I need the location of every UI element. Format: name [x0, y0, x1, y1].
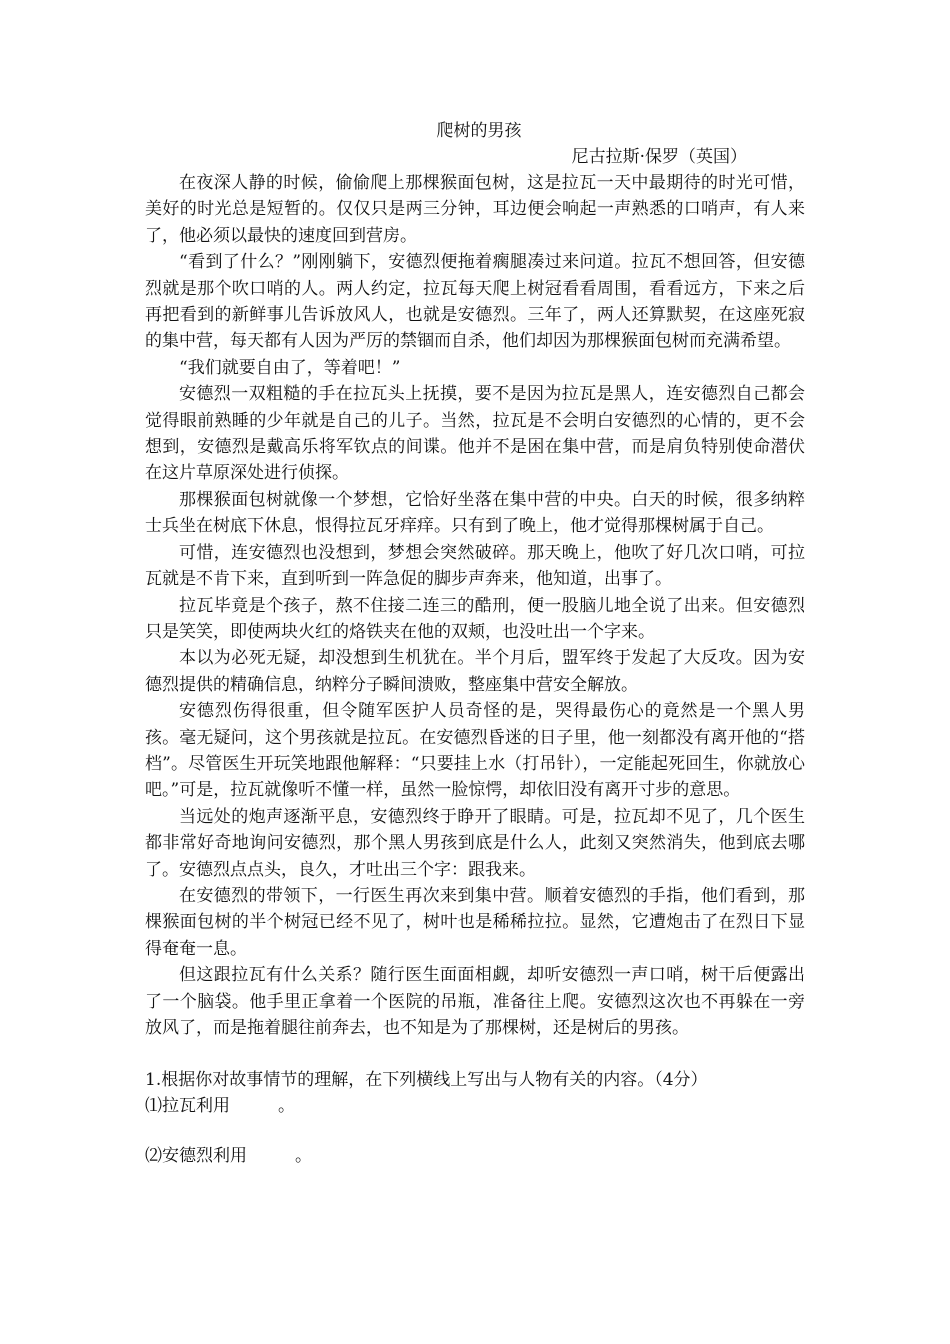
question-1-item-a-end: 。 [278, 1096, 295, 1117]
paragraph-1: 在夜深人静的时候，偷偷爬上那棵猴面包树，这是拉瓦一天中最期待的时光可惜，美好的时光总是短暂的。仅仅只是两三分钟，耳边便会响起一声熟悉的口哨声，有人来了，他必须以最快的速度回到营房。 [145, 173, 805, 246]
paragraph-5: 那棵猴面包树就像一个梦想，它恰好坐落在集中营的中央。白天的时候，很多纳粹士兵坐在树底下休息，恨得拉瓦牙痒痒。只有到了晚上，他才觉得那棵树属于自己。 [145, 489, 805, 537]
paragraph-6: 可惜，连安德烈也没想到，梦想会突然破碎。那天晚上，他吹了好几次口哨，可拉瓦就是不肯下来，直到听到一阵急促的脚步声奔来，他知道，出事了。 [145, 542, 805, 590]
question-1-item-b [145, 1143, 805, 1169]
paragraph-9: 安德烈伤得很重，但令随军医护人员奇怪的是，哭得最伤心的竟然是一个黑人男孩。毫无疑问，这个男孩就是拉瓦。在安德烈昏迷的日子里，他一刻都没有离开他的“搭档”。尽管医生开玩笑地跟他解释：“只要挂上水（打吊针），一定能起死回生，你就放心吧。”可是，拉瓦就像听不懂一样，虽然一脸惊愕，却依旧没有离开寸步的意思。 [145, 701, 805, 801]
question-1-item-a-text: ⑴拉瓦利用 [145, 1096, 230, 1117]
article-author: 尼古拉斯·保罗（英国） [571, 147, 747, 167]
article-title: 爬树的男孩 [436, 121, 522, 141]
document-page [145, 118, 805, 1169]
paragraph-3: “我们就要自由了，等着吧！” [179, 357, 401, 378]
question-1-item-a [145, 1093, 805, 1119]
paragraph-2: “看到了什么？”刚刚躺下，安德烈便拖着瘸腿凑过来问道。拉瓦不想回答，但安德烈就是那个吹口哨的人。两人约定，拉瓦每天爬上树冠看看周围，看看远方，下来之后再把看到的新鲜事儿告诉放风人，也就是安德烈。三年了，两人还算默契，在这座死寂的集中营，每天都有人因为严厉的禁锢而自杀，他们却因为那棵猴面包树而充满希望。 [145, 252, 805, 352]
paragraph-10: 当远处的炮声逐渐平息，安德烈终于睁开了眼睛。可是，拉瓦却不见了，几个医生都非常好奇地询问安德烈，那个黑人男孩到底是什么人，此刻又突然消失，他到底去哪了。安德烈点点头，良久，才吐出三个字：跟我来。 [145, 806, 805, 880]
question-section [145, 1067, 805, 1169]
paragraph-12: 但这跟拉瓦有什么关系？随行医生面面相觑，却听安德烈一声口哨，树干后便露出了一个脑袋。他手里正拿着一个医院的吊瓶，准备往上爬。安德烈这次也不再躲在一旁放风了，而是拖着腿往前奔去，也不知是为了那棵树，还是树后的男孩。 [145, 965, 805, 1038]
paragraph-4: 安德烈一双粗糙的手在拉瓦头上抚摸，要不是因为拉瓦是黑人，连安德烈自己都会觉得眼前熟睡的少年就是自己的儿子。当然，拉瓦是不会明白安德烈的心情的，更不会想到，安德烈是戴高乐将军钦点的间谍。他并不是困在集中营，而是肩负特别使命潜伏在这片草原深处进行侦探。 [145, 384, 805, 484]
paragraph-7: 拉瓦毕竟是个孩子，熬不住接二连三的酷刑，便一股脑儿地全说了出来。但安德烈只是笑笑，即使两块火红的烙铁夹在他的双颊，也没吐出一个字来。 [145, 595, 805, 642]
article-body [145, 170, 805, 1041]
paragraph-8: 本以为必死无疑，却没想到生机犹在。半个月后，盟军终于发起了大反攻。因为安德烈提供的精确信息，纳粹分子瞬间溃败，整座集中营安全解放。 [145, 648, 805, 695]
question-1-item-b-text: ⑵安德烈利用 [145, 1146, 247, 1167]
paragraph-11: 在安德烈的带领下，一行医生再次来到集中营。顺着安德烈的手指，他们看到，那棵猴面包树的半个树冠已经不见了，树叶也是稀稀拉拉。显然，它遭炮击了在烈日下显得奄奄一息。 [145, 885, 805, 959]
question-1-prompt: 1.根据你对故事情节的理解，在下列横线上写出与人物有关的内容。（4分） [145, 1070, 708, 1091]
question-1-item-b-end: 。 [295, 1146, 312, 1167]
